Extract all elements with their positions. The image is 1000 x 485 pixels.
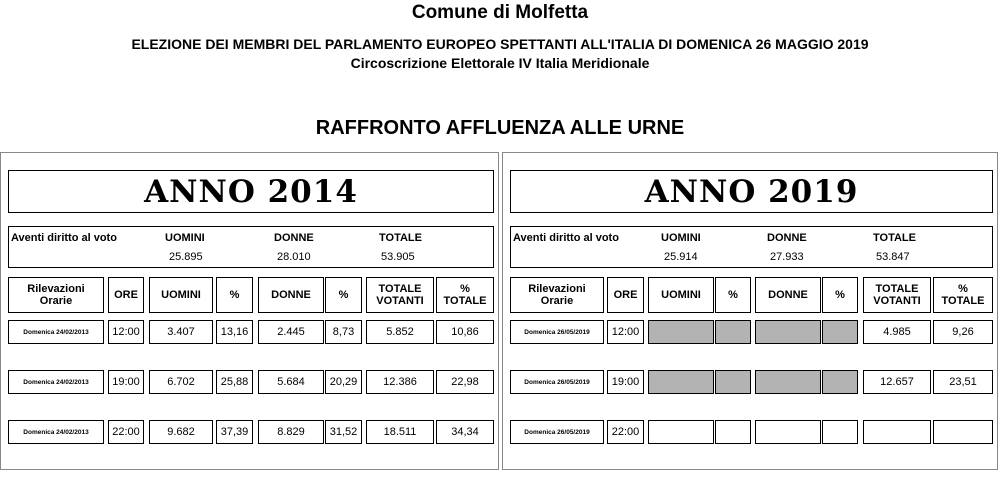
row-uomini: 6.702 — [149, 370, 213, 394]
totale-votanti-header: TOTALE VOTANTI — [366, 277, 434, 313]
row-pct-uomini — [715, 320, 751, 344]
row-totale: 4.985 — [863, 320, 931, 344]
ore-header: ORE — [108, 277, 144, 313]
totale-votanti-header: TOTALE VOTANTI — [863, 277, 931, 313]
donne-label: DONNE — [274, 232, 314, 244]
totale-label: TOTALE — [379, 232, 422, 244]
row-ore: 19:00 — [108, 370, 144, 394]
aventi-donne-value: 28.010 — [277, 251, 311, 263]
uomini-label: UOMINI — [661, 232, 701, 244]
row-totale: 12.386 — [366, 370, 434, 394]
row-pct-uomini: 13,16 — [216, 320, 253, 344]
row-pct-donne: 20,29 — [325, 370, 362, 394]
uomini-header: UOMINI — [149, 277, 213, 313]
year-title: ANNO 2014 — [8, 170, 494, 213]
aventi-label: Aventi diritto al voto — [11, 232, 117, 244]
aventi-uomini-value: 25.895 — [169, 251, 203, 263]
election-title: ELEZIONE DEI MEMBRI DEL PARLAMENTO EUROPEO SPETTANTI ALL'ITALIA DI DOMENICA 26 MAGGIO 2019 — [131, 36, 869, 52]
comune-title: Comune di Molfetta — [411, 2, 589, 23]
row-ore: 22:00 — [607, 420, 644, 444]
row-donne — [755, 320, 821, 344]
row-totale — [863, 420, 931, 444]
pct-totale-header: % TOTALE — [436, 277, 494, 313]
aventi-totale-value: 53.905 — [381, 251, 415, 263]
row-pct-donne — [822, 420, 858, 444]
row-date: Domenica 26/05/2019 — [510, 420, 604, 444]
row-donne: 8.829 — [258, 420, 324, 444]
row-uomini: 9.682 — [149, 420, 213, 444]
year-title: ANNO 2019 — [510, 170, 993, 213]
row-pct-uomini — [715, 370, 751, 394]
circoscrizione-title: Circoscrizione Elettorale IV Italia Meridionale — [350, 55, 650, 71]
row-pct-donne: 31,52 — [325, 420, 362, 444]
row-pct-totale: 22,98 — [436, 370, 494, 394]
aventi-donne-value: 27.933 — [770, 251, 804, 263]
aventi-box — [510, 226, 993, 268]
pct-uomini-header: % — [216, 277, 253, 313]
row-uomini — [648, 320, 714, 344]
row-pct-totale: 34,34 — [436, 420, 494, 444]
panel-2019 — [502, 152, 998, 470]
uomini-header: UOMINI — [648, 277, 714, 313]
row-pct-totale — [933, 420, 993, 444]
row-totale: 18.511 — [366, 420, 434, 444]
row-pct-totale: 10,86 — [436, 320, 494, 344]
row-donne: 5.684 — [258, 370, 324, 394]
row-pct-uomini: 25,88 — [216, 370, 253, 394]
ore-header: ORE — [607, 277, 644, 313]
panel-2014 — [0, 152, 499, 470]
row-donne — [755, 370, 821, 394]
row-ore: 19:00 — [607, 370, 644, 394]
row-date: Domenica 24/02/2013 — [8, 370, 104, 394]
row-pct-donne — [822, 320, 858, 344]
rilevazioni-header: Rilevazioni Orarie — [510, 277, 604, 313]
row-date: Domenica 26/05/2019 — [510, 320, 604, 344]
affluenza-title: RAFFRONTO AFFLUENZA ALLE URNE — [315, 117, 685, 139]
row-ore: 12:00 — [607, 320, 644, 344]
pct-donne-header: % — [325, 277, 362, 313]
row-pct-donne: 8,73 — [325, 320, 362, 344]
row-pct-totale: 9,26 — [933, 320, 993, 344]
row-pct-uomini: 37,39 — [216, 420, 253, 444]
row-ore: 12:00 — [108, 320, 144, 344]
row-pct-totale: 23,51 — [933, 370, 993, 394]
row-donne: 2.445 — [258, 320, 324, 344]
totale-label: TOTALE — [873, 232, 916, 244]
donne-label: DONNE — [767, 232, 807, 244]
row-uomini — [648, 420, 714, 444]
row-totale: 5.852 — [366, 320, 434, 344]
row-totale: 12.657 — [863, 370, 931, 394]
row-date: Domenica 26/05/2019 — [510, 370, 604, 394]
donne-header: DONNE — [258, 277, 324, 313]
row-date: Domenica 24/02/2013 — [8, 420, 104, 444]
rilevazioni-header: Rilevazioni Orarie — [8, 277, 104, 313]
donne-header: DONNE — [755, 277, 821, 313]
row-donne — [755, 420, 821, 444]
row-pct-uomini — [715, 420, 751, 444]
aventi-uomini-value: 25.914 — [664, 251, 698, 263]
aventi-label: Aventi diritto al voto — [513, 232, 619, 244]
row-uomini — [648, 370, 714, 394]
row-date: Domenica 24/02/2013 — [8, 320, 104, 344]
row-ore: 22:00 — [108, 420, 144, 444]
aventi-totale-value: 53.847 — [876, 251, 910, 263]
row-uomini: 3.407 — [149, 320, 213, 344]
pct-totale-header: % TOTALE — [933, 277, 993, 313]
pct-uomini-header: % — [715, 277, 751, 313]
pct-donne-header: % — [822, 277, 858, 313]
aventi-box — [8, 226, 494, 268]
uomini-label: UOMINI — [165, 232, 205, 244]
row-pct-donne — [822, 370, 858, 394]
